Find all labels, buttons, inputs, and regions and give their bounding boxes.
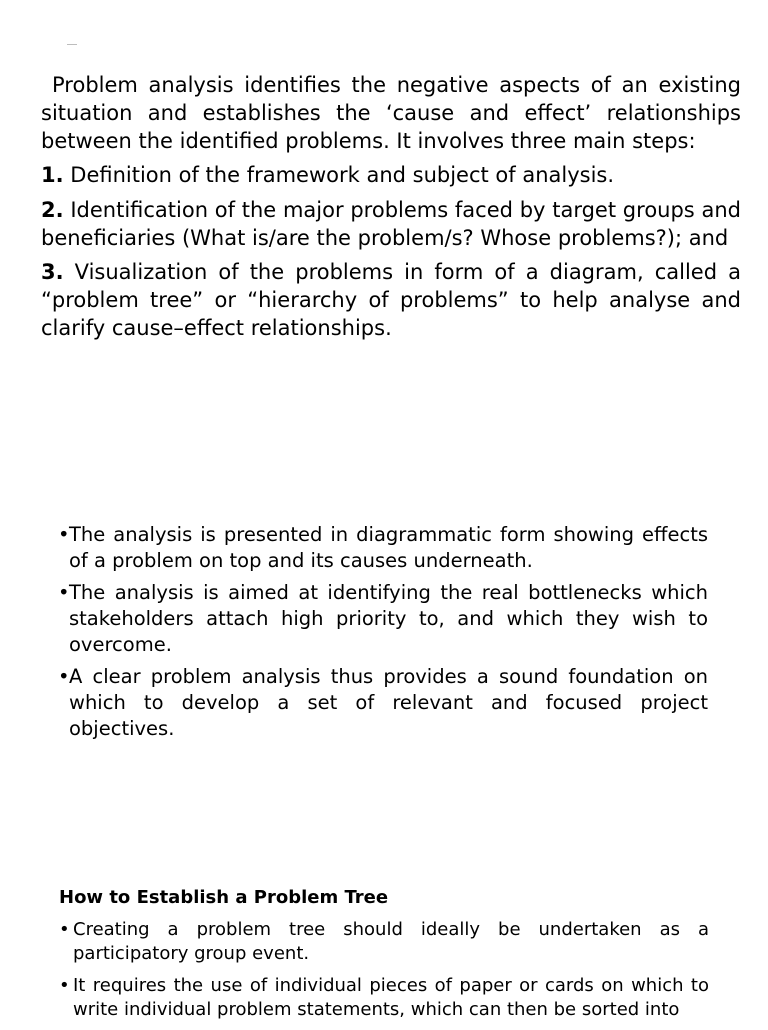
- step-text: Visualization of the problems in form of a diagram, called a “problem tree” or “hierarchy of problems” to help analyse and clarify cause–effect relationships.: [41, 260, 741, 340]
- step-item: [41, 161, 741, 189]
- bullet-text: A clear problem analysis thus provides a sound foundation on which to develop a set of relevant and focused project objectives.: [69, 665, 708, 740]
- bullet-icon: •: [58, 581, 70, 604]
- bullet-item: [58, 580, 708, 658]
- bullet-icon: •: [59, 919, 70, 940]
- step-number: 3.: [41, 260, 64, 284]
- bullet-text: It requires the use of individual pieces of paper or cards on which to write individual problem statements, which can then be sorted into: [73, 975, 709, 1020]
- step-text: Identification of the major problems faced by target groups and beneficiaries (What is/are the problem/s? Whose problems?); and: [41, 198, 741, 250]
- analysis-bullets-section: [58, 522, 708, 748]
- bullet-text: The analysis is presented in diagrammatic form showing effects of a problem on top and its causes underneath.: [69, 523, 708, 572]
- bullet-item: [59, 918, 709, 966]
- problem-tree-section: [59, 886, 709, 1030]
- bullet-item: [58, 522, 708, 574]
- problem-analysis-section: [41, 71, 741, 342]
- bullet-icon: •: [58, 523, 70, 546]
- step-item: [41, 258, 741, 342]
- step-text: Definition of the framework and subject of analysis.: [63, 163, 615, 187]
- step-item: [41, 196, 741, 252]
- bullet-icon: •: [58, 665, 70, 688]
- section-heading: How to Establish a Problem Tree: [59, 887, 389, 908]
- page-mark: [67, 44, 77, 45]
- bullet-item: [59, 974, 709, 1022]
- bullet-text: The analysis is aimed at identifying the real bottlenecks which stakeholders attach high priority to, and which they wish to overcome.: [69, 581, 708, 656]
- step-number: 2.: [41, 198, 64, 222]
- intro-paragraph: Problem analysis identifies the negative aspects of an existing situation and establishes the ‘cause and effect’ relationships between the identified problems. It involves three main steps:: [41, 73, 741, 153]
- bullet-item: [58, 664, 708, 742]
- step-number: 1.: [41, 163, 64, 187]
- bullet-icon: •: [59, 975, 70, 996]
- bullet-text: Creating a problem tree should ideally be undertaken as a participatory group event.: [73, 919, 709, 964]
